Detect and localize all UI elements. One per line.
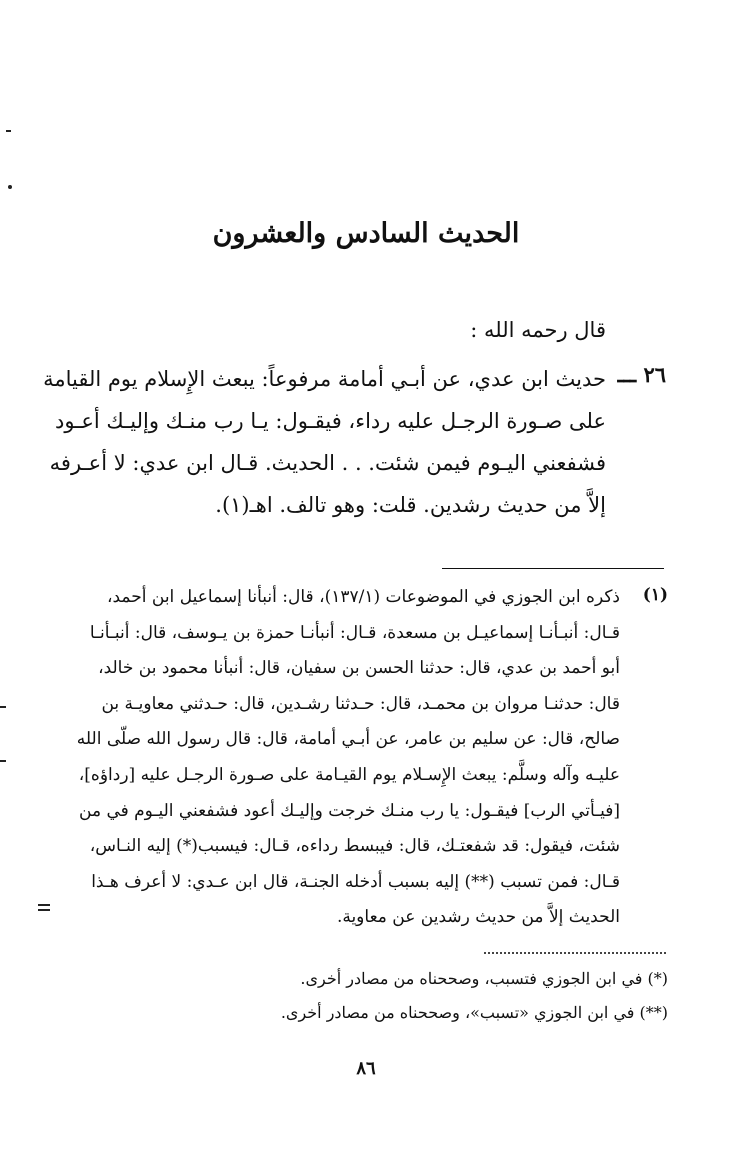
- footnote-line: عليـه وآله وسلَّم: يبعث الإِسـلام يوم القيـامة على صـورة الرجـل عليه [رداؤه]،: [78, 764, 620, 785]
- footnote-line: أبو أحمد بن عدي، قال: حدثنا الحسن بن سفيان، قال: أنبأنا محمود بن خالد،: [98, 658, 620, 679]
- hadith-line: فشفعني اليـوم فيمن شئت. . . الحديث. قـال ابن عدي: لا أعـرفه: [49, 451, 606, 475]
- sub-note: (*) في ابن الجوزي فتسبب، وصححناه من مصادر أخرى.: [300, 969, 668, 988]
- footnote-line: [فيـأتي الرب] فيقـول: يا رب منـك خرجت وإليـك أعود فشفعني اليـوم في من: [79, 800, 620, 821]
- scan-mark: [6, 130, 11, 132]
- footnote-line: الحديث إلاَّ من حديث رشدين عن معاوية.: [336, 907, 620, 928]
- footnote-line: قـال: أنبـأنـا إسماعيـل بن مسعدة، قـال: أنبأنـا حمزة بن يـوسف، قال: أنبـأنـا: [89, 622, 620, 643]
- footnote-line: قال: حدثنـا مروان بن محمـد، قال: حـدثنا رشـدين، قال: حـدثني معاويـة بن: [101, 693, 620, 714]
- footnote-separator: [442, 568, 664, 569]
- hadith-text: [43, 358, 606, 526]
- footnote-line: قـال: فمن تسبب (**) إليه بسبب أدخله الجنـة، قال ابن عـدي: لا أعرف هـذا: [91, 871, 620, 892]
- hadith-line: حديث ابن عدي، عن أبـي أمامة مرفوعاً: يبعث الإِسلام يوم القيامة: [43, 367, 606, 391]
- scan-mark: [0, 706, 6, 708]
- hadith-number: ٢٦ ـــ: [617, 362, 666, 387]
- sub-notes: [68, 962, 668, 1030]
- hadith-line: إلاَّ من حديث رشدين. قلت: وهو تالف. اهـ(١).: [215, 493, 606, 517]
- chapter-title: الحديث السادس والعشرون: [212, 218, 520, 249]
- footnote-line: شئت، فيقول: قد شفعتـك، قال: فيبسط رداءه، قـال: فيسبب(*) إليه النـاس،: [89, 836, 620, 857]
- footnote-line: ذكره ابن الجوزي في الموضوعات (١٣٧/١)، قال: أنبأنا إسماعيل ابن أحمد،: [107, 587, 620, 607]
- footnote-line: صالح، قال: عن سليم بن عامر، عن أبـي أمامة، قال: قال رسول الله صلّى الله: [76, 729, 620, 750]
- sub-note-separator: [484, 952, 666, 954]
- footnote-text: [64, 580, 620, 936]
- intro-line: قال رحمه الله :: [470, 318, 606, 342]
- scan-mark: [8, 185, 12, 189]
- footnote-number: (١): [642, 585, 668, 605]
- hadith-line: على صـورة الرجـل عليه رداء، فيقـول: يـا رب منـك وإليـك أعـود: [55, 409, 606, 433]
- scan-mark: [38, 903, 50, 911]
- scan-mark: [0, 760, 6, 762]
- sub-note: (**) في ابن الجوزي «تسبب»، وصححناه من مصادر أخرى.: [280, 1003, 668, 1022]
- page-number: ٨٦: [356, 1058, 376, 1079]
